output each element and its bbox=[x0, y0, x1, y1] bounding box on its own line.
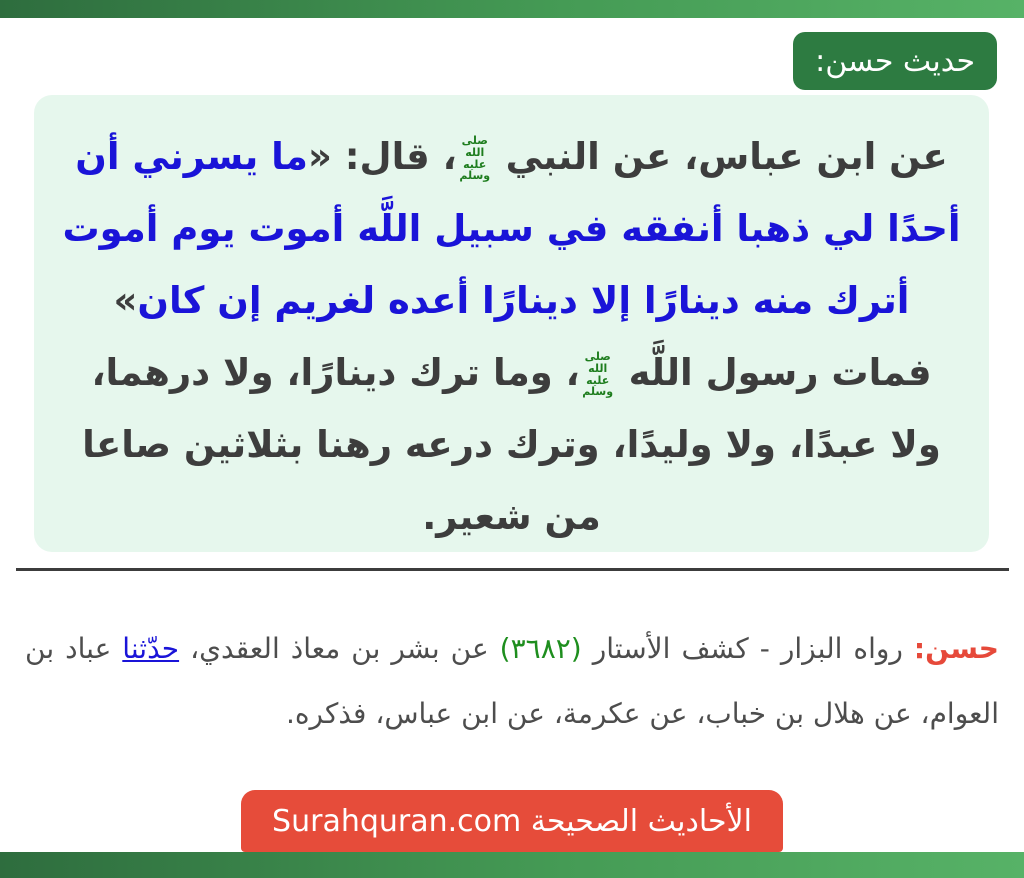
hadith-segment-quote: ما يسرني أن أحدًا لي ذهبا أنفقه في سبيل اللَّه أموت يوم أموت أترك منه دينارًا إلا دينارًا أعده لغريم إن كان bbox=[62, 135, 961, 322]
hadith-grade-badge-label: حديث حسن: bbox=[815, 43, 975, 79]
takhrij-text-3: عباد بن العوام، عن هلال بن خباب، عن عكرمة، عن ابن عباس، فذكره. bbox=[25, 632, 999, 730]
grade-word: حسن: bbox=[913, 632, 999, 665]
takhrij-text-1: رواه البزار - كشف الأستار bbox=[581, 632, 914, 665]
bottom-gradient-bar bbox=[0, 852, 1024, 878]
hadith-text-card bbox=[34, 95, 989, 552]
divider-line bbox=[16, 568, 1009, 571]
hadith-segment-ending: ، وما ترك دينارًا، ولا درهما، ولا عبدًا، ولا وليدًا، وترك درعه رهنا بثلاثين صاعا من شعير. bbox=[82, 351, 941, 538]
hadith-segment-qala: ، قال: « bbox=[307, 135, 457, 178]
pbuh-honorific-icon: صلى الله عليه وسلم bbox=[582, 350, 614, 399]
takhrij-text-2: عن بشر بن معاذ العقدي، bbox=[179, 632, 500, 665]
reference-number: (٣٦٨٢) bbox=[499, 632, 582, 665]
hadith-segment-famata: » فمات رسول اللَّه bbox=[113, 279, 932, 394]
hadith-segment-isnad: عن ابن عباس، عن النبي bbox=[492, 135, 948, 178]
hadith-grade-badge bbox=[793, 32, 997, 90]
site-banner[interactable] bbox=[241, 790, 783, 852]
takhrij-paragraph bbox=[25, 616, 999, 746]
haddathana-link[interactable]: حدّثنا bbox=[122, 632, 180, 665]
top-gradient-bar bbox=[0, 0, 1024, 18]
site-banner-text: الأحاديث الصحيحة Surahquran.com bbox=[272, 803, 752, 839]
pbuh-honorific-icon: صلى الله عليه وسلم bbox=[459, 134, 491, 183]
